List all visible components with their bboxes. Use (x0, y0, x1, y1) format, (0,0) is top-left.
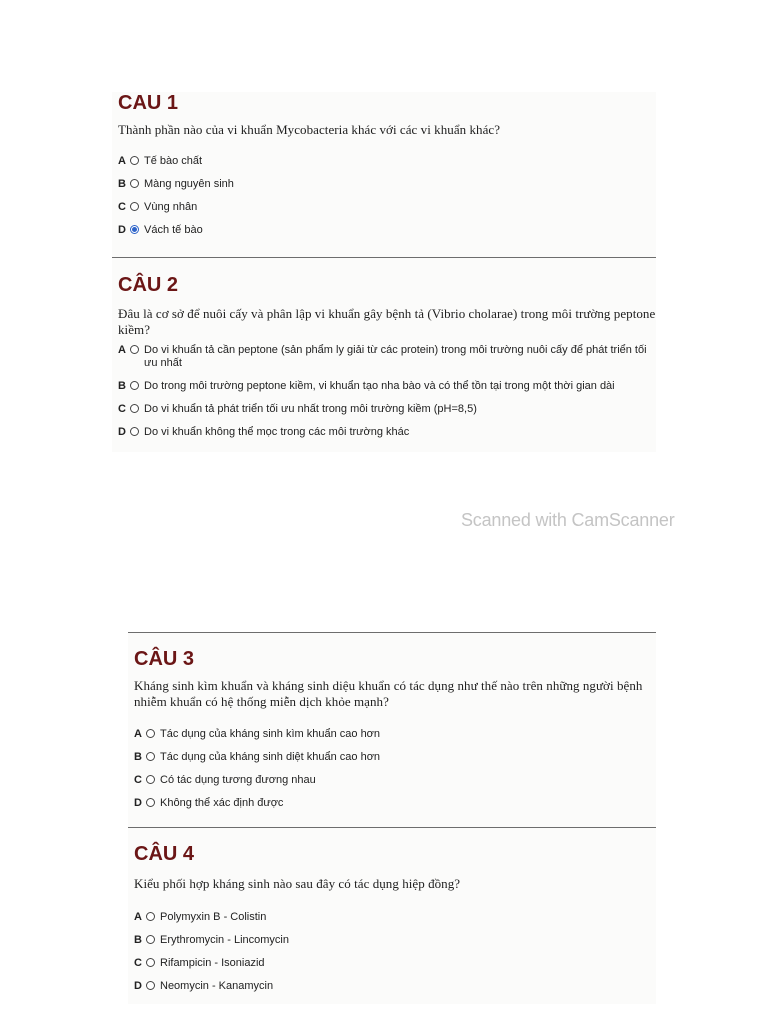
option-text: Polymyxin B - Colistin (160, 911, 267, 923)
question-text: Kiểu phối hợp kháng sinh nào sau đây có tác dụng hiệp đồng? (134, 876, 461, 891)
option-letter: A (134, 728, 142, 740)
radio-icon[interactable] (130, 427, 139, 436)
question-1 (118, 92, 656, 247)
question-4 (134, 843, 656, 1003)
option-a[interactable] (118, 155, 656, 168)
option-d[interactable] (134, 797, 656, 810)
option-text: Do vi khuẩn tả phát triển tối ưu nhất trong môi trường kiềm (pH=8,5) (144, 403, 477, 415)
option-d[interactable] (118, 426, 656, 439)
option-d[interactable] (134, 980, 656, 993)
option-b[interactable] (134, 934, 656, 947)
option-text: Neomycin - Kanamycin (160, 980, 274, 992)
question-text: Kháng sinh kìm khuẩn và kháng sinh diệu khuẩn có tác dụng như thế nào trên những người bệnh nhiễm khuẩn có hệ thống miễn dịch khỏe mạnh? (134, 678, 643, 709)
option-b[interactable] (134, 751, 656, 764)
radio-icon[interactable] (146, 935, 155, 944)
divider (128, 827, 656, 828)
watermark: Scanned with CamScanner (461, 510, 675, 530)
question-title: CÂU 3 (134, 648, 195, 670)
option-letter: D (134, 797, 142, 809)
radio-icon[interactable] (146, 775, 155, 784)
divider (112, 257, 656, 258)
question-title: CAU 1 (118, 92, 179, 114)
radio-icon[interactable] (130, 404, 139, 413)
option-c[interactable] (134, 957, 656, 970)
divider (128, 632, 656, 633)
radio-icon[interactable] (146, 752, 155, 761)
option-a[interactable] (134, 911, 656, 924)
page-panel-top (112, 92, 656, 452)
option-text: Vách tế bào (144, 224, 203, 236)
radio-icon[interactable] (130, 202, 139, 211)
option-text: Vùng nhân (144, 201, 198, 213)
question-text: Đâu là cơ sở để nuôi cấy và phân lập vi khuẩn gây bệnh tả (Vibrio cholarae) trong môi trường peptone kiềm? (118, 306, 656, 337)
option-letter: C (118, 201, 126, 213)
radio-icon[interactable] (146, 729, 155, 738)
option-text: Tác dụng của kháng sinh kìm khuẩn cao hơn (160, 728, 381, 740)
option-letter: A (134, 911, 142, 923)
option-c[interactable] (134, 774, 656, 787)
option-text: Erythromycin - Lincomycin (160, 934, 289, 946)
radio-icon[interactable] (130, 179, 139, 188)
option-letter: D (134, 980, 142, 992)
option-letter: D (118, 426, 126, 438)
radio-icon[interactable] (146, 958, 155, 967)
option-letter: C (134, 774, 142, 786)
radio-icon[interactable] (130, 381, 139, 390)
option-text: Không thể xác định được (160, 797, 284, 809)
option-letter: A (118, 155, 126, 167)
radio-icon[interactable] (130, 156, 139, 165)
option-text: Do trong môi trường peptone kiềm, vi khuẩn tạo nha bào và có thể tồn tại trong một thời gian dài (144, 380, 615, 392)
option-text: Rifampicin - Isoniazid (160, 957, 265, 969)
question-title: CÂU 2 (118, 274, 179, 296)
option-letter: C (134, 957, 142, 969)
option-text: Có tác dụng tương đương nhau (160, 774, 316, 786)
option-c[interactable] (118, 403, 656, 416)
radio-icon[interactable] (130, 345, 139, 354)
option-letter: B (118, 178, 126, 190)
question-title: CÂU 4 (134, 843, 195, 865)
option-a[interactable] (118, 344, 656, 370)
option-letter: B (134, 751, 142, 763)
option-letter: C (118, 403, 126, 415)
option-d[interactable] (118, 224, 656, 237)
option-text: Màng nguyên sinh (144, 178, 234, 190)
radio-selected-icon[interactable] (130, 225, 139, 234)
question-text: Thành phần nào của vi khuẩn Mycobacteria khác với các vi khuẩn khác? (118, 122, 501, 137)
option-text: Tác dụng của kháng sinh diệt khuẩn cao hơn (160, 751, 381, 763)
option-c[interactable] (118, 201, 656, 214)
page-panel-bottom (128, 632, 656, 1004)
option-letter: D (118, 224, 126, 236)
question-2 (118, 274, 656, 449)
option-b[interactable] (118, 178, 656, 191)
option-text: Do vi khuẩn không thể mọc trong các môi trường khác (144, 426, 410, 438)
radio-icon[interactable] (146, 981, 155, 990)
option-text: Tế bào chất (144, 155, 203, 167)
option-b[interactable] (118, 380, 656, 393)
radio-icon[interactable] (146, 912, 155, 921)
option-text: Do vi khuẩn tả cần peptone (sản phẩm ly giải từ các protein) trong môi trường nuôi cấy để phát triển tối ưu nhất (144, 344, 647, 369)
option-a[interactable] (134, 728, 656, 741)
question-3 (134, 648, 656, 820)
option-letter: A (118, 344, 126, 356)
option-letter: B (118, 380, 126, 392)
option-letter: B (134, 934, 142, 946)
radio-icon[interactable] (146, 798, 155, 807)
